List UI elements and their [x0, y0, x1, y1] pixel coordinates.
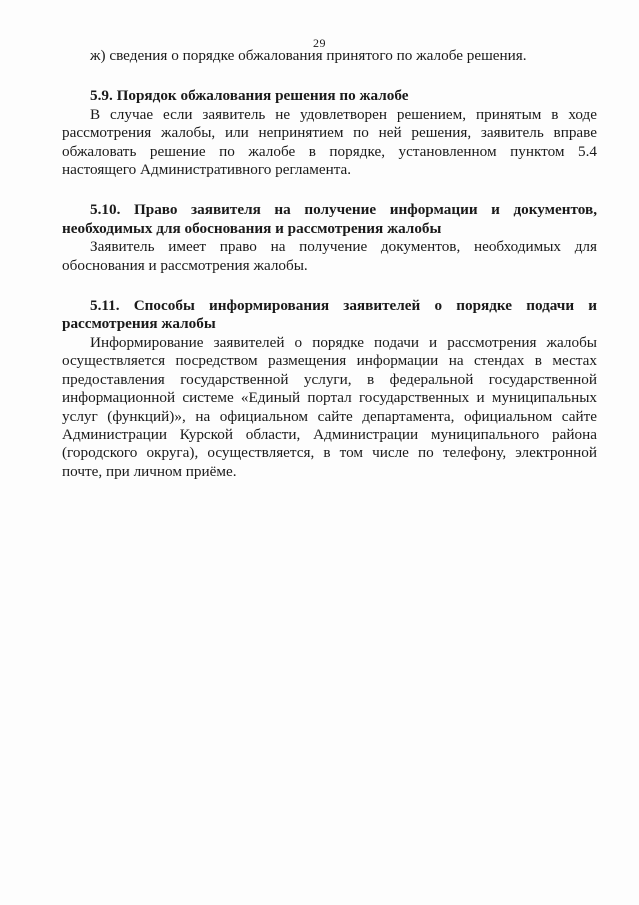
- section-heading: 5.10. Право заявителя на получение информации и документов, необходимых для обоснования и рассмотрения жалобы: [62, 201, 597, 237]
- section-body: Заявитель имеет право на получение документов, необходимых для обоснования и рассмотрения жалобы.: [62, 238, 597, 274]
- section-heading: 5.11. Способы информирования заявителей о порядке подачи и рассмотрения жалобы: [62, 297, 597, 333]
- intro-line: ж) сведения о порядке обжалования принятого по жалобе решения.: [90, 47, 527, 64]
- section-body: В случае если заявитель не удовлетворен решением, принятым в ходе рассмотрения жалобы, или непринятием по ней решения, заявитель вправе обжаловать решение по жалобе в порядке, установленном пунктом 5.4 настоящего Административного регламента.: [62, 105, 597, 179]
- section-5-11: [62, 297, 597, 481]
- section-5-10: [62, 201, 597, 275]
- section-heading: 5.9. Порядок обжалования решения по жалобе: [90, 87, 409, 105]
- section-body: Информирование заявителей о порядке подачи и рассмотрения жалобы осуществляется посредством размещения информации на стендах в местах предоставления государственной услуги, в федеральной государственной информационной системе «Единый портал государственных и муниципальных услуг (функций)», на официальном сайте департамента, официальном сайте Администрации Курской области, Администрации муниципального района (городского округа), осуществляется, в том числе по телефону, электронной почте, при личном приёме.: [62, 333, 597, 480]
- section-5-9: [62, 87, 597, 179]
- document-body: [62, 47, 597, 481]
- page-number: 29: [313, 36, 326, 50]
